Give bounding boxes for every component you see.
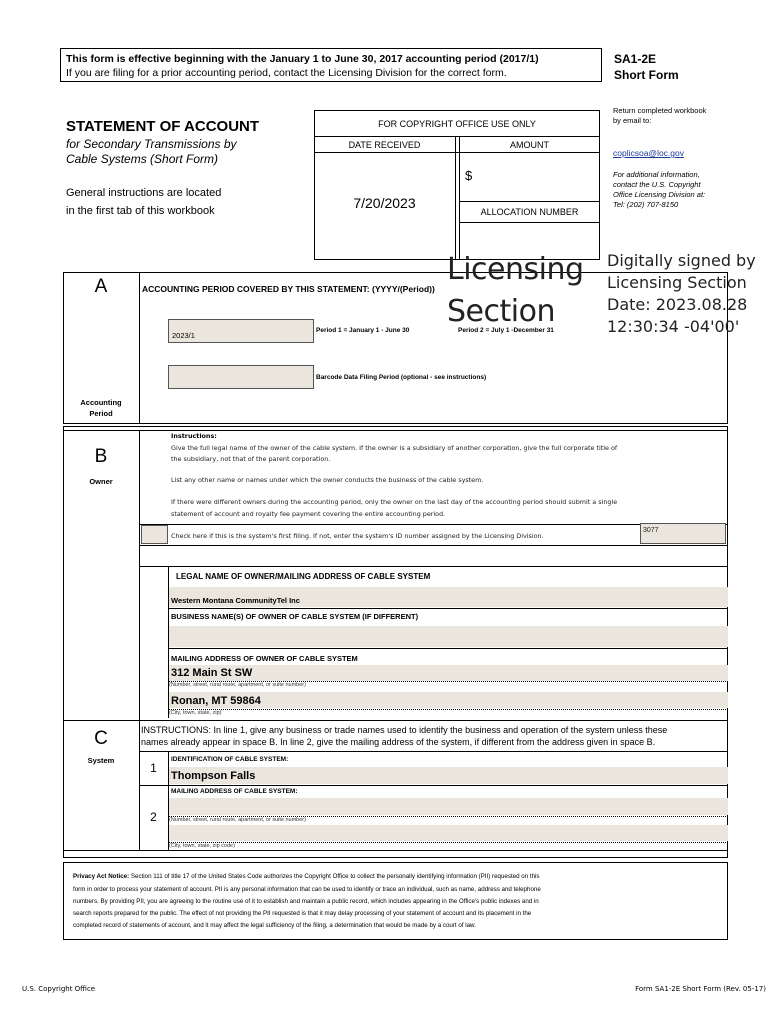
barcode-period-label: Barcode Data Filing Period (optional - see instructions) (316, 374, 487, 381)
accounting-period-heading: ACCOUNTING PERIOD COVERED BY THIS STATEMENT: (YYYY/(Period)) (142, 284, 435, 294)
signature-detail-2: Licensing Section (607, 273, 747, 292)
allocation-divider-2 (459, 222, 600, 223)
footer-left: U.S. Copyright Office (22, 985, 96, 993)
additional-info-2: contact the U.S. Copyright (613, 180, 701, 189)
office-use-heading: FOR COPYRIGHT OFFICE USE ONLY (378, 119, 536, 129)
section-a-col-divider (139, 272, 140, 424)
office-use-col-left (455, 136, 456, 260)
section-c-letter: C (94, 728, 108, 749)
line-2-number: 2 (150, 810, 157, 824)
owner-city-input[interactable] (169, 692, 728, 708)
cable-system-name-value: Thompson Falls (171, 770, 256, 782)
business-names-bottom (169, 648, 728, 649)
section-c-bottom (63, 850, 728, 851)
office-use-col-right (459, 136, 460, 260)
statement-title: STATEMENT OF ACCOUNT (66, 118, 260, 135)
legal-name-value: Western Montana CommunityTel Inc (171, 596, 300, 605)
business-names-input[interactable] (169, 626, 728, 647)
allocation-divider (459, 201, 600, 202)
accounting-period-value: 2023/1 (172, 331, 195, 340)
email-link[interactable]: coplicsoa@loc.gov (613, 148, 684, 158)
signature-name-1: Licensing (447, 252, 584, 287)
section-c-top (63, 720, 728, 721)
instructions-heading: Instructions: (171, 432, 217, 440)
cable-system-id-heading: IDENTIFICATION OF CABLE SYSTEM: (171, 756, 289, 763)
owner-city-hint: (City, town, state, zip) (169, 709, 728, 716)
section-c-lines-top (139, 751, 728, 752)
additional-info-4: Tel: (202) 707-8150 (613, 200, 679, 209)
date-received-value: 7/20/2023 (353, 195, 416, 211)
office-use-divider-2 (314, 152, 600, 153)
section-a-label-2: Period (89, 409, 113, 418)
office-use-divider-1 (314, 136, 600, 137)
form-code: SA1-2E (614, 52, 657, 66)
first-filing-text: Check here if this is the system's first filing. If not, enter the system's ID number assigned by the Licensing Division. (171, 532, 544, 540)
section-bc-col-divider (139, 430, 140, 850)
additional-info-3: Office Licensing Division at: (613, 190, 706, 199)
statement-subtitle-2: Cable Systems (Short Form) (66, 152, 219, 166)
general-instructions-2: in the first tab of this workbook (66, 205, 215, 217)
privacy-line-5: completed record of statements of account, and it may affect the legal sufficiency of the filing, a determination that would be made by a court of law. (73, 922, 476, 929)
instruction-2: List any other name or names under which the owner conducts the business of the cable system. (171, 476, 484, 484)
first-filing-bottom (139, 545, 728, 546)
system-city-hint: (City, town, state, zip code) (169, 842, 728, 849)
return-workbook-2: by email to: (613, 116, 652, 125)
line-1-bottom (139, 785, 728, 786)
section-a-letter: A (94, 276, 108, 297)
line-1-number: 1 (150, 761, 157, 775)
return-workbook-1: Return completed workbook (613, 106, 707, 115)
section-b-letter: B (94, 446, 108, 467)
instruction-1-line-1: Give the full legal name of the owner of the cable system. If the owner is a subsidiary of another corporation, give the full corporate title of (171, 444, 618, 452)
system-street-input[interactable] (169, 798, 728, 815)
signature-name-2: Section (447, 294, 555, 329)
notice-line-1: This form is effective beginning with the January 1 to June 30, 2017 accounting period (2017/1) (66, 53, 539, 65)
instruction-1-line-2: the subsidiary, not that of the parent corporation. (171, 455, 331, 463)
system-id-input[interactable] (640, 523, 726, 544)
period-1-note: Period 1 = January 1 - June 30 (316, 327, 410, 334)
owner-street-input[interactable] (169, 665, 728, 681)
section-c-label: System (87, 756, 115, 765)
general-instructions-1: General instructions are located (66, 187, 222, 199)
legal-name-input[interactable] (169, 587, 728, 607)
form-type: Short Form (614, 68, 679, 82)
amount-field[interactable] (480, 163, 596, 197)
first-filing-checkbox[interactable] (141, 525, 168, 544)
statement-subtitle-1: for Secondary Transmissions by (66, 137, 237, 151)
footer-right: Form SA1-2E Short Form (Rev. 05-17) (635, 985, 766, 993)
instruction-3-line-2: statement of account and royalty fee payment covering the entire accounting period. (171, 510, 446, 518)
section-a-label-1: Accounting (80, 398, 122, 407)
notice-line-2: If you are filing for a prior accounting period, contact the Licensing Division for the correct form. (66, 67, 507, 79)
section-c-instructions-text-2: names already appear in space B. In line 2, give the mailing address of the system, if different from the address given in space B. (141, 737, 656, 747)
owner-block-top (139, 566, 728, 567)
system-mailing-heading: MAILING ADDRESS OF CABLE SYSTEM: (171, 788, 298, 795)
privacy-line-4: search reports prepared for the public. The effect of not providing the PII requested is that it may delay processing of your statement of account and its placement in the (73, 910, 532, 917)
section-b-top-double (63, 430, 728, 431)
section-c-instructions-1 (141, 725, 667, 735)
cable-system-name-input[interactable] (169, 767, 728, 784)
amount-label: AMOUNT (510, 140, 549, 150)
instruction-3-line-1: If there were different owners during the accounting period, only the owner on the last day of the accounting period should submit a single (171, 498, 618, 506)
section-b-label: Owner (89, 477, 113, 486)
mailing-address-heading: MAILING ADDRESS OF OWNER OF CABLE SYSTEM (171, 654, 358, 663)
section-c-instructions-text-1: INSTRUCTIONS: In line 1, give any business or trade names used to identify the business and operation of the system unless these (141, 725, 668, 735)
system-city-input[interactable] (169, 825, 728, 841)
business-names-heading: BUSINESS NAME(S) OF OWNER OF CABLE SYSTEM (IF DIFFERENT) (171, 612, 419, 621)
period-2-note: Period 2 = July 1 -December 31 (458, 327, 554, 334)
additional-info-1: For additional information, (613, 170, 700, 179)
legal-name-bottom (169, 608, 728, 609)
privacy-line-3: numbers. By providing PII, you are agreeing to the routine use of it to establish and maintain a public record, which includes appearing in the Office's public indexes and in (73, 898, 539, 905)
privacy-line-2: form in order to process your statement of account. PII is any personal information that can be used to identify or trace an individual, such as name, address and telephone (73, 886, 541, 893)
allocation-number-label: ALLOCATION NUMBER (480, 207, 579, 217)
privacy-text-1: Section 111 of title 17 of the United States Code authorizes the Copyright Office to collect the personally identifying information (PII) requested on this (129, 873, 540, 880)
signature-detail-4: 12:30:34 -04'00' (607, 317, 740, 336)
owner-street-hint: (Number, street, rural route, apartment, or suite number) (169, 681, 728, 688)
privacy-label: Privacy Act Notice: (73, 873, 130, 880)
amount-dollar-sign: $ (465, 168, 473, 183)
owner-city-value: Ronan, MT 59864 (171, 695, 261, 707)
date-received-label: DATE RECEIVED (348, 140, 421, 150)
system-street-hint: (Number, street, rural route, apartment, or suite number) (169, 816, 728, 823)
barcode-period-input[interactable] (168, 365, 314, 389)
legal-name-heading: LEGAL NAME OF OWNER/MAILING ADDRESS OF CABLE SYSTEM (176, 572, 431, 581)
signature-detail-3: Date: 2023.08.28 (607, 295, 748, 314)
owner-street-value: 312 Main St SW (171, 667, 253, 679)
signature-detail-1: Digitally signed by (607, 251, 756, 270)
accounting-period-input[interactable] (168, 319, 314, 343)
privacy-line-1 (73, 873, 540, 880)
system-id-value: 3077 (643, 527, 659, 534)
section-c-instructions-2 (141, 737, 655, 747)
